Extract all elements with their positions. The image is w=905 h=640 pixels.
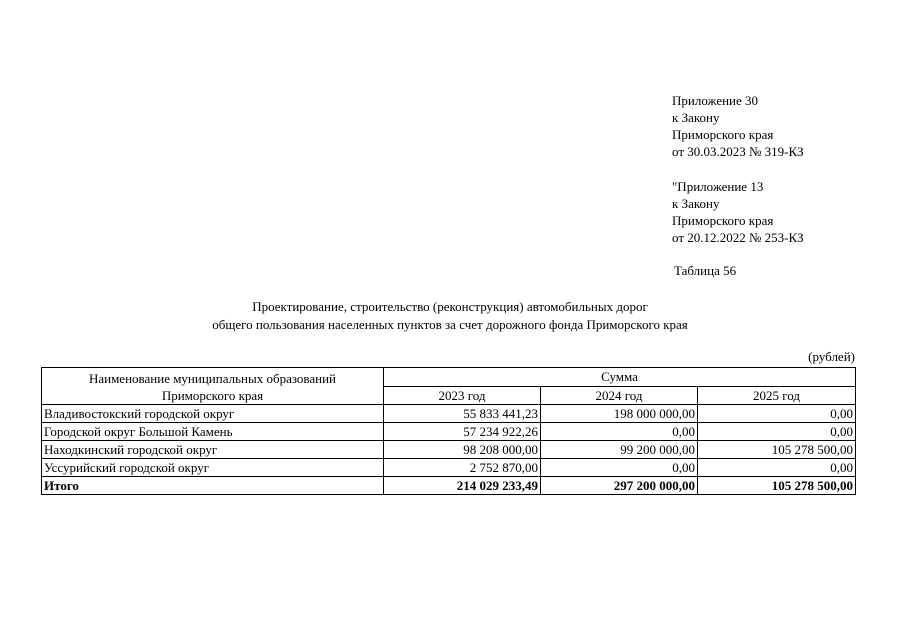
amount-2025: 0,00 bbox=[698, 405, 856, 423]
year-header-2025: 2025 год bbox=[698, 386, 856, 405]
amount-2023: 55 833 441,23 bbox=[384, 405, 541, 423]
header-line: Наименование муниципальных образований bbox=[88, 371, 337, 386]
amount-2023: 57 234 922,26 bbox=[384, 423, 541, 441]
table-row bbox=[42, 441, 856, 459]
appendix-line: Приморского края bbox=[672, 127, 774, 142]
amount-2024: 0,00 bbox=[541, 459, 698, 477]
appendix-line: от 20.12.2022 № 253-КЗ bbox=[672, 230, 804, 245]
funding-table bbox=[41, 367, 856, 495]
municipality-name: Находкинский городской округ bbox=[42, 441, 384, 459]
amount-2023: 2 752 870,00 bbox=[384, 459, 541, 477]
amount-2024: 198 000 000,00 bbox=[541, 405, 698, 423]
appendix-line: Приморского края bbox=[672, 213, 774, 228]
municipality-column-header bbox=[42, 368, 384, 405]
appendix-line: Приложение 30 bbox=[672, 93, 759, 108]
amount-2025: 0,00 bbox=[698, 459, 856, 477]
appendix-line: от 30.03.2023 № 319-КЗ bbox=[672, 144, 804, 159]
amount-2024: 0,00 bbox=[541, 423, 698, 441]
amount-2025: 0,00 bbox=[698, 423, 856, 441]
table-header-row bbox=[42, 368, 856, 387]
total-2024: 297 200 000,00 bbox=[541, 477, 698, 495]
total-2023: 214 029 233,49 bbox=[384, 477, 541, 495]
sum-column-header: Сумма bbox=[384, 368, 856, 387]
municipality-name: Владивостокский городской округ bbox=[42, 405, 384, 423]
appendix-line: "Приложение 13 bbox=[672, 179, 764, 194]
appendix-30-reference bbox=[672, 92, 892, 160]
total-label: Итого bbox=[42, 477, 384, 495]
table-number-label: Таблица 56 bbox=[674, 263, 737, 278]
table-row bbox=[42, 459, 856, 477]
year-header-2023: 2023 год bbox=[384, 386, 541, 405]
table-row bbox=[42, 423, 856, 441]
municipality-name: Городской округ Большой Камень bbox=[42, 423, 384, 441]
appendix-13-reference bbox=[672, 178, 892, 246]
document-title bbox=[100, 298, 800, 334]
municipality-name: Уссурийский городской округ bbox=[42, 459, 384, 477]
amount-2024: 99 200 000,00 bbox=[541, 441, 698, 459]
total-row bbox=[42, 477, 856, 495]
amount-2025: 105 278 500,00 bbox=[698, 441, 856, 459]
appendix-line: к Закону bbox=[672, 196, 720, 211]
year-header-2024: 2024 год bbox=[541, 386, 698, 405]
table-row bbox=[42, 405, 856, 423]
amount-2023: 98 208 000,00 bbox=[384, 441, 541, 459]
total-2025: 105 278 500,00 bbox=[698, 477, 856, 495]
appendix-line: к Закону bbox=[672, 110, 720, 125]
title-line: Проектирование, строительство (реконструкция) автомобильных дорог bbox=[252, 299, 648, 314]
title-line: общего пользования населенных пунктов за счет дорожного фонда Приморского края bbox=[212, 317, 688, 332]
header-line: Приморского края bbox=[161, 388, 264, 403]
units-label: (рублей) bbox=[808, 349, 855, 364]
